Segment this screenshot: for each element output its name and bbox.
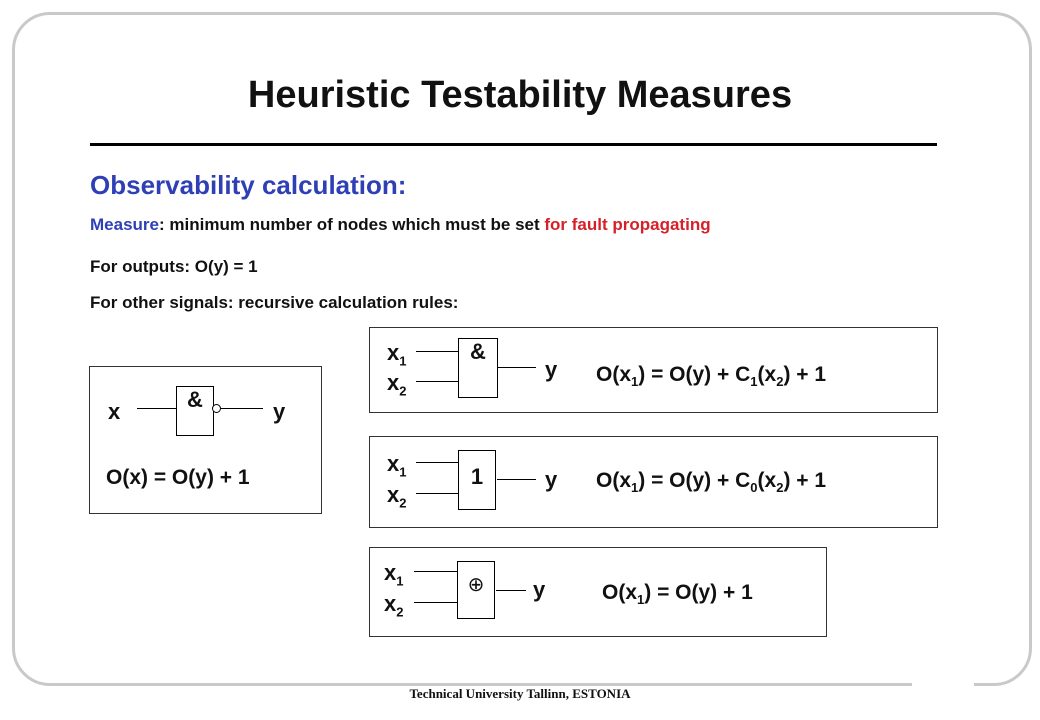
or-input-2-label: $x_2$: [387, 482, 407, 511]
or-gate: [458, 450, 496, 510]
measure-definition: [90, 215, 711, 235]
inverter-input-wire: [137, 408, 177, 409]
measure-text: minimum number of nodes which must be set: [164, 215, 545, 234]
or-input-1-wire: [416, 462, 459, 463]
and-input-2-label: $x_2$: [387, 370, 407, 399]
measure-label: Measure: [90, 215, 159, 234]
and-formula: $O(x_1) = O(y) + C_1(x_2) + 1$: [596, 363, 827, 390]
xor-output-wire: [496, 590, 526, 591]
xor-formula: $O(x_1) = O(y) + 1$: [602, 581, 753, 608]
or-output-wire: [497, 479, 536, 480]
xor-input-2-wire: [414, 602, 458, 603]
inverter-output-wire: [221, 408, 263, 409]
inverter-output-label: y: [273, 399, 286, 424]
and-output-label: y: [545, 357, 558, 382]
slide-title: Heuristic Testability Measures: [247, 74, 793, 116]
xor-input-2-label: $x_2$: [384, 591, 404, 620]
or-output-label: y: [545, 467, 558, 492]
rule-other-signals: For other signals: recursive calculation rules:: [90, 293, 459, 312]
measure-colon: :: [158, 215, 165, 234]
or-input-2-wire: [416, 493, 459, 494]
xor-rule-box: [369, 547, 827, 637]
title-underline: [90, 143, 937, 146]
and-output-wire: [497, 367, 536, 368]
section-heading: Observability calculation:: [90, 170, 407, 200]
inversion-bubble: [212, 404, 221, 413]
xor-input-1-label: $x_1$: [384, 560, 404, 589]
inverter-gate-symbol: &: [187, 387, 203, 412]
xor-gate: [457, 561, 495, 619]
and-input-2-wire: [416, 381, 459, 382]
footer-institution: Technical University Tallinn, ESTONIA: [409, 686, 631, 701]
xor-gate-symbol: ⊕: [467, 574, 485, 596]
xor-input-1-wire: [414, 571, 458, 572]
or-gate-symbol: 1: [470, 464, 484, 489]
inverter-formula: O(x) = O(y) + 1: [106, 466, 250, 489]
rule-outputs: For outputs: O(y) = 1: [90, 257, 258, 276]
or-input-1-label: $x_1$: [387, 451, 407, 480]
inverter-input-label: x: [108, 399, 121, 424]
and-gate-symbol: &: [470, 339, 486, 364]
or-formula: $O(x_1) = O(y) + C_0(x_2) + 1$: [596, 469, 827, 496]
xor-output-label: y: [533, 577, 546, 602]
and-input-1-wire: [416, 351, 459, 352]
measure-highlight: for fault propagating: [544, 215, 711, 234]
and-gate: [458, 338, 498, 398]
and-input-1-label: $x_1$: [387, 340, 407, 369]
inverter-gate: [176, 386, 214, 436]
